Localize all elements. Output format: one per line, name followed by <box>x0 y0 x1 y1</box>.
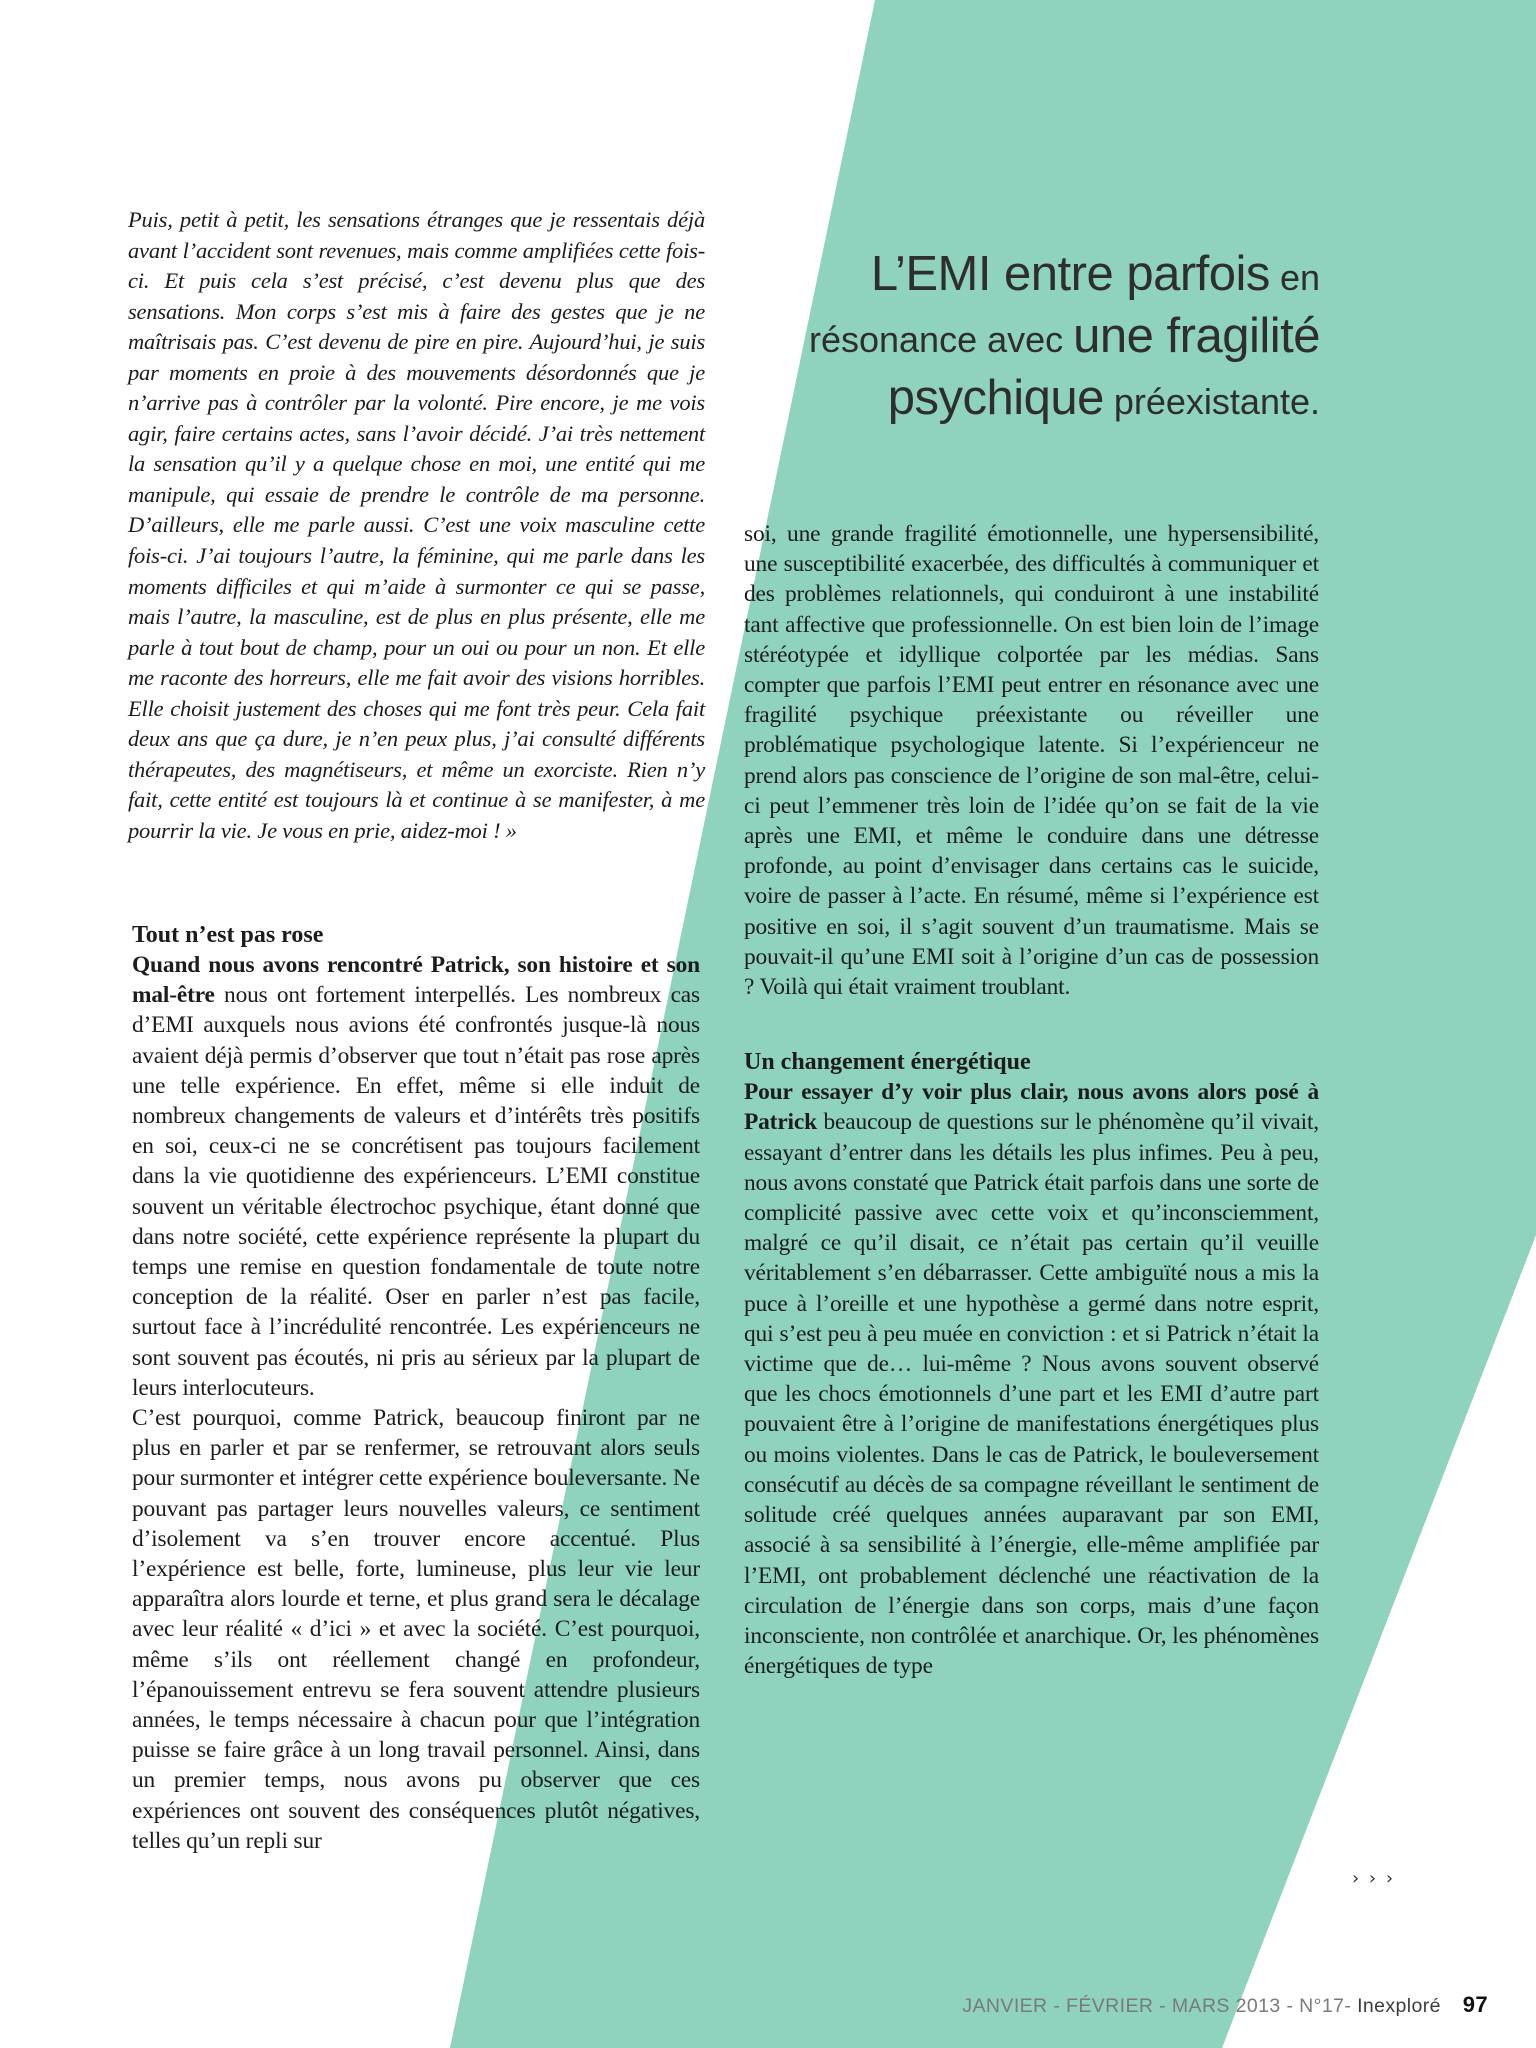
right-column <box>744 519 1319 1681</box>
pull-quote-part: en <box>1279 257 1320 298</box>
section1-paragraph-2: C’est pourquoi, comme Patrick, beaucoup finiront par ne plus en parler et par se renfermer, se retrouvant alors seuls pour surmonter et intégrer cette expérience bouleversante. Ne pouvant pas partager leurs nouvelles valeurs, ce sentiment d’isolement va s’en trouver encore accentué. Plus l’expérience est belle, forte, lumineuse, plus leur vie leur apparaîtra alors lourde et terne, et plus grand sera le décalage avec leur réalité « d’ici » et avec la société. C’est pourquoi, même s’ils ont réellement changé en profondeur, l’épanouissement entrevu se fera souvent attendre plusieurs années, le temps nécessaire à chacun pour que l’intégration puisse se faire grâce à un long travail personnel. Ainsi, dans un premier temps, nous avons pu observer que ces expériences ont souvent des conséquences plutôt négatives, telles qu’un repli sur <box>132 1405 700 1854</box>
pull-quote-part: L’EMI entre parfois <box>870 247 1270 301</box>
pull-quote-part: une fragilité <box>1073 309 1320 363</box>
pull-quote-part: résonance avec <box>808 319 1064 360</box>
pull-quote-part: préexistante. <box>1113 381 1320 422</box>
paragraph-text: beaucoup de questions sur le phénomène qu’il vivait, essayant d’entrer dans les détails les plus infimes. Peu à peu, nous avons constaté que Patrick était parfois dans une sorte de complicité passive avec cette voix et qu’inconsciemment, malgré ce qu’il disait, ce n’était pas certain qu’il veuille véritablement s’en débarrasser. Cette ambiguïté nous a mis la puce à l’oreille et une hypothèse a germé dans notre esprit, qui s’est peu à peu muée en conviction : et si Patrick n’était la victime que de… lui-même ? Nous avons souvent observé que les chocs émotionnels d’une part et les EMI d’autre part pouvaient être à l’origine de manifestations énergétiques plus ou moins violentes. Dans le cas de Patrick, le bouleversement consécutif au décès de sa compagne réveillant le sentiment de solitude créé quelques années auparavant par son EMI, associé à sa sensibilité à l’énergie, elle-même amplifiée par l’EMI, ont probablement déclenché une réactivation de la circulation de l’énergie dans son corps, mais d’une façon inconsciente, non contrôlée et anarchique. Or, les phénomènes énergétiques de type <box>744 1109 1319 1680</box>
magazine-name: Inexploré <box>1357 1995 1441 2017</box>
testimony-quote: Puis, petit à petit, les sensations étranges que je ressentais déjà avant l’accident sont revenues, mais comme amplifiées cette fois-ci. Et puis cela s’est précisé, c’est devenu plus que des sensations. Mon corps s’est mis à faire des gestes que je ne maîtrisais pas. C’est devenu de pire en pire. Aujourd’hui, je suis par moments en proie à des mouvements désordonnés que je n’arrive pas à contrôler par la volonté. Pire encore, je me vois agir, faire certains actes, sans l’avoir décidé. J’ai très nettement la sensation qu’il y a quelque chose en moi, une entité qui me manipule, qui essaie de prendre le contrôle de ma personne. D’ailleurs, elle me parle aussi. C’est une voix masculine cette fois-ci. J’ai toujours l’autre, la féminine, qui me parle dans les moments difficiles et qui m’aide à surmonter ce qui se passe, mais l’autre, la masculine, est de plus en plus présente, elle me parle à tout bout de champ, pour un oui ou pour un non. Et elle me raconte des horreurs, elle me fait avoir des visions horribles. Elle choisit justement des choses qui me font très peur. Cela fait deux ans que ça dure, je n’en peux plus, j’ai consulté différents thérapeutes, des magnétiseurs, et même un exorciste. Rien n’y fait, cette entité est toujours là et continue à se manifester, à me pourrir la vie. Je vous en prie, aidez-moi ! » <box>128 207 705 843</box>
pull-quote <box>760 245 1320 431</box>
section1-paragraph-1 <box>132 950 700 1403</box>
section-heading-tout-nest-pas-rose: Tout n’est pas rose <box>132 922 324 948</box>
lead-in-bold: Pour essayer d’y voir plus clair, nous avons alors posé à Patrick <box>744 1079 1319 1136</box>
continued-arrows-icon: › › › <box>1352 1868 1396 1889</box>
page-number: 97 <box>1462 1992 1488 2017</box>
lead-in-bold: Quand nous avons rencontré Patrick, son histoire et son mal-être <box>132 952 700 1009</box>
issue-date: JANVIER - FÉVRIER - MARS 2013 - N°17- <box>962 1995 1352 2017</box>
left-column <box>132 920 700 1856</box>
section1-continuation: soi, une grande fragilité émotionnelle, une hypersensibilité, une susceptibilité exacerbée, des difficultés à communiquer et des problèmes relationnels, qui conduiront à une instabilité tant affective que professionnelle. On est bien loin de l’image stéréotypée et idyllique colportée par les médias. Sans compter que parfois l’EMI peut entrer en résonance avec une fragilité psychique préexistante ou réveiller une problématique psychologique latente. Si l’expérienceur ne prend alors pas conscience de l’origine de son mal-être, celui-ci peut l’emmener très loin de l’idée qu’on se fait de la vie après une EMI, et même le conduire dans une détresse profonde, au point d’envisager dans certains cas le suicide, voire de passer à l’acte. En résumé, même si l’expérience est positive en soi, il s’agit souvent d’un traumatisme. Mais se pouvait-il qu’une EMI soit à l’origine d’un cas de possession ? Voilà qui était vraiment troublant. <box>744 521 1319 1001</box>
pull-quote-part: psychique <box>887 371 1104 425</box>
section-heading-changement-energetique: Un changement énergétique <box>744 1049 1031 1076</box>
section2-paragraph-1 <box>744 1077 1319 1681</box>
page-footer <box>962 1992 1488 2018</box>
paragraph-text: nous ont fortement interpellés. Les nombreux cas d’EMI auxquels nous avions été confrontés jusque-là nous avaient déjà permis d’observer que tout n’était pas rose après une telle expérience. En effet, même si elle induit de nombreux changements de valeurs et d’intérêts très positifs en soi, ceux-ci ne se concrétisent pas toujours facilement dans la vie quotidienne des expérienceurs. L’EMI constitue souvent un véritable électrochoc psychique, étant donné que dans notre société, cette expérience représente la plupart du temps une remise en question fondamentale de toute notre conception de la réalité. Oser en parler n’est pas facile, surtout face à l’incrédulité rencontrée. Les expérienceurs ne sont souvent pas écoutés, ni pris au sérieux par la plupart de leurs interlocuteurs. <box>132 982 700 1401</box>
